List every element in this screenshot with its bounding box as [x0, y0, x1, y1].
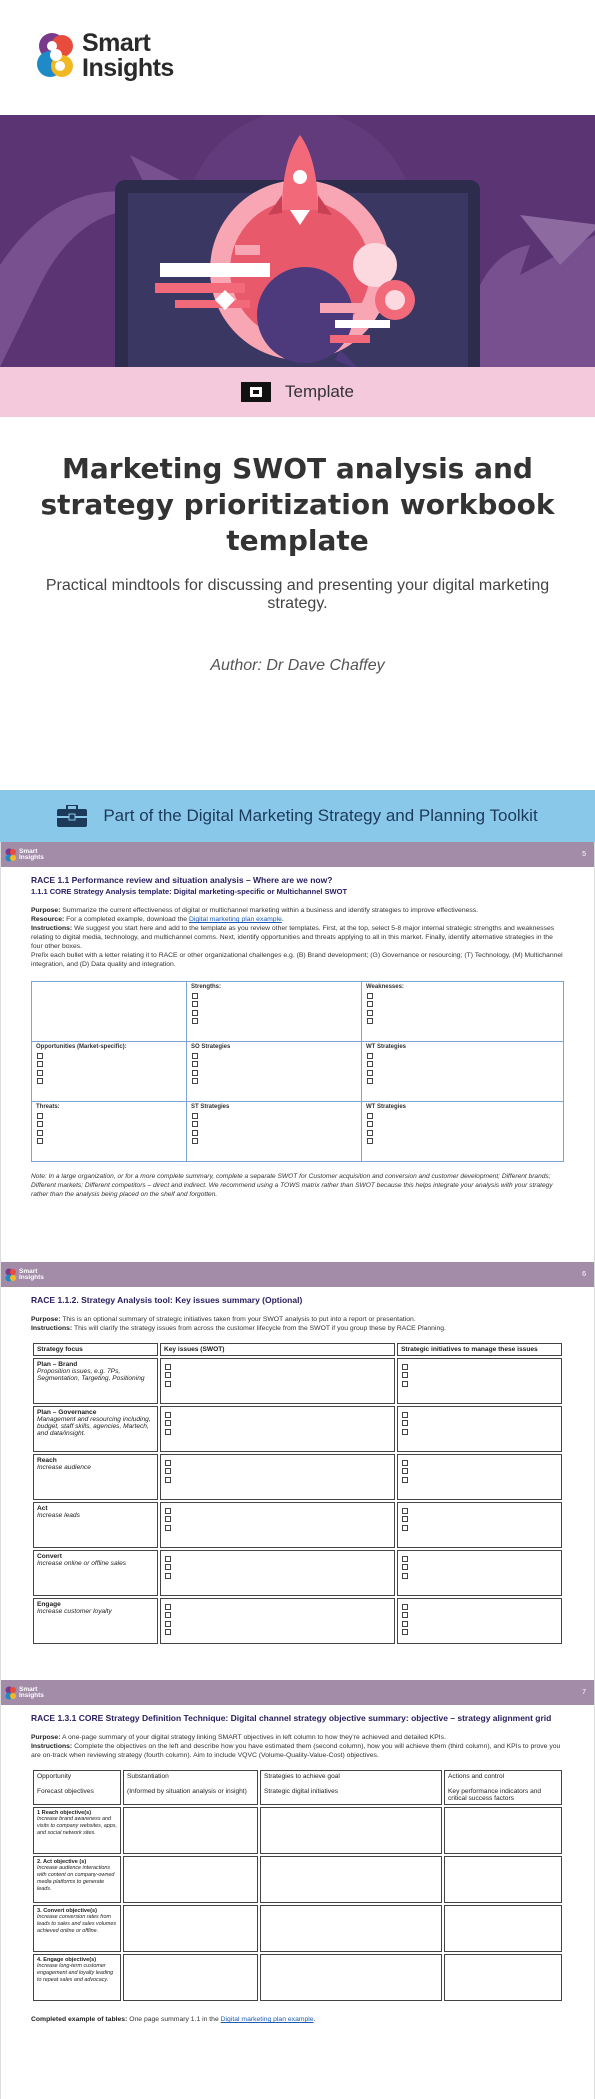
checkbox[interactable]	[367, 1061, 373, 1067]
checkbox[interactable]	[367, 1053, 373, 1059]
page-5	[0, 842, 595, 1262]
strategy-focus-cell	[33, 1598, 158, 1644]
swot-note: Note: In a large organization, or for a more complete summary, complete a separate SWOT for Customer acquisition and conversion and customer development; Different brands; Different markets; Different competitors – direct and indirect. We recommend using a TOWS matrix rather than SWOT because this helps integrate your analysis with your strategy rather than the analysis being placed on the shelf and forgotten.	[31, 1173, 553, 1198]
page-number: 6	[582, 1271, 586, 1278]
checkbox[interactable]	[402, 1429, 408, 1435]
checkbox[interactable]	[165, 1372, 171, 1378]
checkbox[interactable]	[165, 1525, 171, 1531]
table-header-cell	[444, 1770, 562, 1805]
checkbox[interactable]	[192, 1113, 198, 1119]
table-row	[33, 1406, 562, 1452]
initiatives-cell	[397, 1598, 562, 1644]
prefix-paragraph: Prefix each bullet with a letter relating it to RACE or other organizational challenges e.g. (B) Brand development; (G) Governance or resourcing; (T) Technology, (M) Multichannel integration, and (D) Data quality and integration.	[31, 952, 563, 968]
table-subheader: Key performance indicators and critical success factors	[448, 1788, 542, 1802]
checkbox[interactable]	[192, 1018, 198, 1024]
instructions-text: Complete the objectives on the left and describe how you have estimated them (second column), how you will achieve them (third column), and KPIs to prove you are on-track when reviewing strategy (fourth column). Aim to include VQVC (Volume-Quality-Value-Cost) objectives.	[31, 1743, 561, 1759]
checkbox[interactable]	[165, 1468, 171, 1474]
objective-title: 1 Reach objective(s)	[37, 1810, 92, 1816]
small-logo-line-1: Smart	[19, 1685, 38, 1693]
table-row	[33, 1454, 562, 1500]
checkbox[interactable]	[402, 1604, 408, 1610]
checkbox[interactable]	[37, 1121, 43, 1127]
focus-title: Plan – Brand	[37, 1361, 78, 1368]
small-logo-line-2: Insights	[19, 1273, 44, 1281]
purpose-label: Purpose:	[31, 1316, 61, 1323]
instructions-label: Instructions:	[31, 925, 73, 932]
wo-strategies-cell	[362, 1042, 564, 1102]
instructions-label: Instructions:	[31, 1743, 73, 1750]
initiatives-cell	[397, 1406, 562, 1452]
resource-paragraph: Resource: For a completed example, download the Digital marketing plan example.	[31, 916, 284, 923]
key-issues-cell	[160, 1598, 395, 1644]
resource-text: For a completed example, download the	[66, 916, 188, 923]
objective-description: Increase conversion rates from leads to sales and sales volumes achieved online or offline.	[37, 1914, 117, 1934]
checkbox[interactable]	[192, 1138, 198, 1144]
table-header: Key issues (SWOT)	[160, 1343, 395, 1356]
so-strategies-title: SO Strategies	[191, 1044, 231, 1050]
cover-subtitle: Practical mindtools for discussing and presenting your digital marketing strategy.	[45, 577, 550, 612]
checkbox[interactable]	[367, 1138, 373, 1144]
table-header: Strategy focus	[33, 1343, 158, 1356]
template-label: Template	[285, 382, 354, 401]
threats-cell	[32, 1102, 187, 1162]
table-row	[33, 1954, 562, 2001]
checkbox[interactable]	[402, 1477, 408, 1483]
checkbox[interactable]	[165, 1412, 171, 1418]
checkbox[interactable]	[402, 1381, 408, 1387]
logo-line-1: Smart	[82, 29, 151, 57]
checkbox[interactable]	[402, 1372, 408, 1378]
threats-title: Threats:	[36, 1104, 60, 1110]
initiatives-cell	[397, 1502, 562, 1548]
toolkit-band	[0, 790, 595, 842]
table-subheader: Strategic digital initiatives	[264, 1788, 339, 1795]
key-issues-cell	[160, 1406, 395, 1452]
checkbox[interactable]	[402, 1621, 408, 1627]
toolkit-label: Part of the Digital Marketing Strategy and Planning Toolkit	[103, 806, 538, 825]
checkbox[interactable]	[402, 1516, 408, 1522]
small-logo-line-2: Insights	[19, 1691, 44, 1699]
purpose-text: Summarize the current effectiveness of digital or multichannel marketing within a business and identify strategies to improve effectiveness.	[62, 907, 479, 914]
purpose-label: Purpose:	[31, 1734, 61, 1741]
objective-description: Increase long-term customer engagement and loyalty leading to repeat sales and advocacy.	[37, 1963, 114, 1983]
checkbox[interactable]	[165, 1604, 171, 1610]
initiatives-cell	[397, 1454, 562, 1500]
objective-cell	[33, 1954, 121, 2001]
focus-description: Proposition issues, e.g. 7Ps, Segmentation, Targeting, Positioning	[37, 1368, 145, 1382]
page-header	[1, 1680, 594, 1705]
checkbox[interactable]	[367, 1001, 373, 1007]
objective-title: 2. Act objective (s)	[37, 1859, 87, 1865]
checkbox[interactable]	[37, 1061, 43, 1067]
page-7	[0, 1680, 595, 2099]
logo-mark-icon	[36, 26, 78, 86]
briefcase-icon	[57, 805, 87, 827]
resource-label: Resource:	[31, 916, 65, 923]
table-row	[33, 1856, 562, 1903]
actions-cell[interactable]	[444, 1905, 562, 1952]
key-issues-cell	[160, 1358, 395, 1404]
strategy-focus-cell	[33, 1502, 158, 1548]
substantiation-cell[interactable]	[123, 1905, 258, 1952]
checkbox[interactable]	[367, 993, 373, 999]
checkbox[interactable]	[165, 1477, 171, 1483]
logo-line-2: Insights	[82, 54, 174, 82]
swot-empty-cell	[32, 982, 187, 1042]
small-logo-icon	[5, 1268, 17, 1282]
instructions-text: We suggest you start here and add to the template as you review other templates. First, at the top, select 5-8 major internal strategic strengths and weaknesses relating to digital media, technology, and multichannel comms. Next, identify opportunities and threats applying to all in this market. Finally, identify alternative strategies in the four other boxes.	[31, 925, 555, 950]
checkbox[interactable]	[165, 1612, 171, 1618]
strategy-focus-cell	[33, 1358, 158, 1404]
table-row	[33, 1905, 562, 1952]
checkbox[interactable]	[37, 1113, 43, 1119]
template-icon	[241, 382, 271, 402]
key-issues-table	[31, 1341, 564, 1646]
checkbox[interactable]	[192, 1001, 198, 1007]
actions-cell[interactable]	[444, 1954, 562, 2001]
purpose-label: Purpose:	[31, 907, 61, 914]
checkbox[interactable]	[165, 1621, 171, 1627]
focus-description: Increase online or offline sales	[37, 1560, 127, 1567]
section-heading: RACE 1.1 Performance review and situation analysis – Where are we now?	[31, 875, 333, 885]
checkbox[interactable]	[165, 1629, 171, 1635]
key-issues-cell	[160, 1550, 395, 1596]
checkbox[interactable]	[402, 1412, 408, 1418]
focus-title: Convert	[37, 1553, 62, 1560]
page-header	[1, 842, 594, 867]
strategies-cell[interactable]	[260, 1807, 442, 1854]
wt-strategies-cell	[362, 1102, 564, 1162]
page-number: 5	[582, 851, 586, 858]
small-logo	[5, 1268, 44, 1282]
cover-page	[0, 0, 595, 790]
focus-description: Increase audience	[37, 1464, 91, 1471]
checkbox[interactable]	[165, 1381, 171, 1387]
actions-cell[interactable]	[444, 1807, 562, 1854]
weaknesses-cell	[362, 982, 564, 1042]
table-header: Substantiation	[127, 1773, 169, 1780]
table-header: Actions and control	[448, 1773, 505, 1780]
wt-strategies-title: WT Strategies	[366, 1104, 407, 1110]
table-row	[33, 1502, 562, 1548]
completed-text: One page summary 1.1 in the	[129, 2016, 219, 2023]
checkbox[interactable]	[402, 1629, 408, 1635]
checkbox[interactable]	[37, 1138, 43, 1144]
objective-title: 3. Convert objective(s)	[37, 1908, 97, 1914]
plan-example-link[interactable]: Digital marketing plan example	[188, 916, 282, 923]
checkbox[interactable]	[367, 1121, 373, 1127]
table-row	[33, 1807, 562, 1854]
strategy-focus-cell	[33, 1406, 158, 1452]
checkbox[interactable]	[367, 1078, 373, 1084]
small-logo-icon	[5, 1686, 17, 1700]
table-header: Strategic initiatives to manage these issues	[397, 1343, 562, 1356]
opportunities-cell	[32, 1042, 187, 1102]
strategies-cell[interactable]	[260, 1905, 442, 1952]
instructions-paragraph	[31, 1742, 564, 1760]
template-band	[0, 367, 595, 417]
objective-cell	[33, 1905, 121, 1952]
hero-illustration	[0, 115, 595, 367]
checkbox[interactable]	[192, 1078, 198, 1084]
objective-title: 4. Engage objective(s)	[37, 1957, 97, 1963]
checkbox[interactable]	[402, 1556, 408, 1562]
objective-description: Increase brand awareness and visits to company websites, apps, and social network sites.	[37, 1816, 117, 1836]
strengths-cell	[187, 982, 362, 1042]
checkbox[interactable]	[402, 1612, 408, 1618]
checkbox[interactable]	[165, 1364, 171, 1370]
opportunities-title: Opportunities (Market-specific):	[36, 1044, 127, 1050]
checkbox[interactable]	[37, 1078, 43, 1084]
substantiation-cell[interactable]	[123, 1807, 258, 1854]
wo-strategies-title: WT Strategies	[366, 1044, 407, 1050]
instructions-text: This will clarify the strategy issues from across the customer lifecycle from the SWOT if you group these by RACE Planning.	[73, 1325, 446, 1332]
checkbox[interactable]	[165, 1556, 171, 1562]
completed-example-paragraph: Completed example of tables: One page summary 1.1 in the Digital marketing plan example.	[31, 2016, 316, 2023]
instructions-paragraph	[31, 924, 564, 951]
focus-title: Plan – Governance	[37, 1409, 97, 1416]
focus-title: Engage	[37, 1601, 61, 1608]
focus-description: Management and resourcing including, budget, staff skills, agencies, Martech, and data/insight.	[37, 1416, 151, 1437]
page-header	[1, 1262, 594, 1287]
table-header-cell	[260, 1770, 442, 1805]
checkbox[interactable]	[165, 1420, 171, 1426]
so-strategies-cell	[187, 1042, 362, 1102]
small-logo-icon	[5, 848, 17, 862]
strategy-focus-cell	[33, 1550, 158, 1596]
table-header-cell	[33, 1770, 121, 1805]
table-header: Strategies to achieve goal	[264, 1773, 340, 1780]
objective-cell	[33, 1807, 121, 1854]
st-strategies-cell	[187, 1102, 362, 1162]
objective-cell	[33, 1856, 121, 1903]
small-logo-line-2: Insights	[19, 853, 44, 861]
page-6	[0, 1262, 595, 1680]
rocket-laptop-illustration	[0, 115, 595, 367]
checkbox[interactable]	[37, 1070, 43, 1076]
checkbox[interactable]	[367, 1070, 373, 1076]
key-issues-cell	[160, 1502, 395, 1548]
table-subheader: Forecast objectives	[37, 1788, 94, 1795]
weaknesses-title: Weaknesses:	[366, 984, 404, 990]
table-row	[33, 1550, 562, 1596]
checkbox[interactable]	[165, 1564, 171, 1570]
checkbox[interactable]	[402, 1364, 408, 1370]
st-strategies-title: ST Strategies	[191, 1104, 230, 1110]
smart-insights-logo	[36, 26, 174, 86]
small-logo-line-1: Smart	[19, 847, 38, 855]
cover-author: Author: Dr Dave Chaffey	[210, 657, 385, 674]
checkbox[interactable]	[37, 1130, 43, 1136]
checkbox[interactable]	[367, 1113, 373, 1119]
page-number: 7	[582, 1689, 586, 1696]
initiatives-cell	[397, 1358, 562, 1404]
checkbox[interactable]	[165, 1429, 171, 1435]
purpose-text: This is an optional summary of strategic initiatives taken from your SWOT analysis to put into a report or presentation.	[62, 1316, 416, 1323]
substantiation-cell[interactable]	[123, 1954, 258, 2001]
purpose-paragraph	[31, 1733, 564, 1742]
checkbox[interactable]	[402, 1525, 408, 1531]
small-logo-line-1: Smart	[19, 1267, 38, 1275]
section-heading: RACE 1.3.1 CORE Strategy Definition Technique: Digital channel strategy objective summary: objective – strategy alignment grid	[31, 1713, 552, 1723]
purpose-text: A one-page summary of your digital strategy linking SMART objectives in left column to how they’re achieved and detailed KPIs.	[61, 1734, 446, 1741]
checkbox[interactable]	[402, 1460, 408, 1466]
checkbox[interactable]	[192, 1070, 198, 1076]
section-heading: RACE 1.1.2. Strategy Analysis tool: Key issues summary (Optional)	[31, 1295, 303, 1305]
checkbox[interactable]	[402, 1468, 408, 1474]
strategies-cell[interactable]	[260, 1856, 442, 1903]
small-logo	[5, 848, 44, 862]
strategies-cell[interactable]	[260, 1954, 442, 2001]
small-logo	[5, 1686, 44, 1700]
checkbox[interactable]	[192, 1061, 198, 1067]
alignment-grid-table	[31, 1768, 564, 2003]
focus-description: Increase customer loyalty	[37, 1608, 112, 1615]
checkbox[interactable]	[402, 1573, 408, 1579]
checkbox[interactable]	[402, 1508, 408, 1514]
checkbox[interactable]	[367, 1018, 373, 1024]
subsection-heading: 1.1.1 CORE Strategy Analysis template: Digital marketing-specific or Multichannel SWOT	[31, 887, 348, 896]
instructions-paragraph	[31, 1324, 564, 1333]
checkbox[interactable]	[192, 1010, 198, 1016]
table-header-cell	[123, 1770, 258, 1805]
checkbox[interactable]	[165, 1573, 171, 1579]
checkbox[interactable]	[37, 1053, 43, 1059]
strategy-focus-cell	[33, 1454, 158, 1500]
plan-example-link[interactable]: Digital marketing plan example	[220, 2016, 314, 2023]
table-row	[33, 1358, 562, 1404]
checkbox[interactable]	[402, 1420, 408, 1426]
focus-title: Act	[37, 1505, 48, 1512]
checkbox[interactable]	[402, 1564, 408, 1570]
purpose-paragraph	[31, 906, 564, 915]
table-header: Opportunity	[37, 1773, 72, 1780]
strengths-title: Strengths:	[191, 984, 221, 990]
table-row	[33, 1598, 562, 1644]
swot-table	[31, 981, 564, 1162]
checkbox[interactable]	[192, 1121, 198, 1127]
table-subheader: (Informed by situation analysis or insight)	[127, 1788, 247, 1795]
focus-description: Increase leads	[37, 1512, 80, 1519]
focus-title: Reach	[37, 1457, 57, 1464]
key-issues-cell	[160, 1454, 395, 1500]
checkbox[interactable]	[165, 1508, 171, 1514]
checkbox[interactable]	[192, 993, 198, 999]
objective-description: Increase audience interactions with content on company-owned media platforms to generate leads.	[37, 1865, 115, 1892]
checkbox[interactable]	[367, 1130, 373, 1136]
checkbox[interactable]	[192, 1053, 198, 1059]
actions-cell[interactable]	[444, 1856, 562, 1903]
purpose-paragraph	[31, 1315, 564, 1324]
checkbox[interactable]	[165, 1516, 171, 1522]
checkbox[interactable]	[192, 1130, 198, 1136]
substantiation-cell[interactable]	[123, 1856, 258, 1903]
logo-bar	[0, 0, 595, 115]
initiatives-cell	[397, 1550, 562, 1596]
cover-title: Marketing SWOT analysis and strategy prioritization workbook template	[40, 452, 555, 557]
completed-label: Completed example of tables:	[31, 2016, 128, 2023]
instructions-label: Instructions:	[31, 1325, 73, 1332]
checkbox[interactable]	[367, 1010, 373, 1016]
checkbox[interactable]	[165, 1460, 171, 1466]
